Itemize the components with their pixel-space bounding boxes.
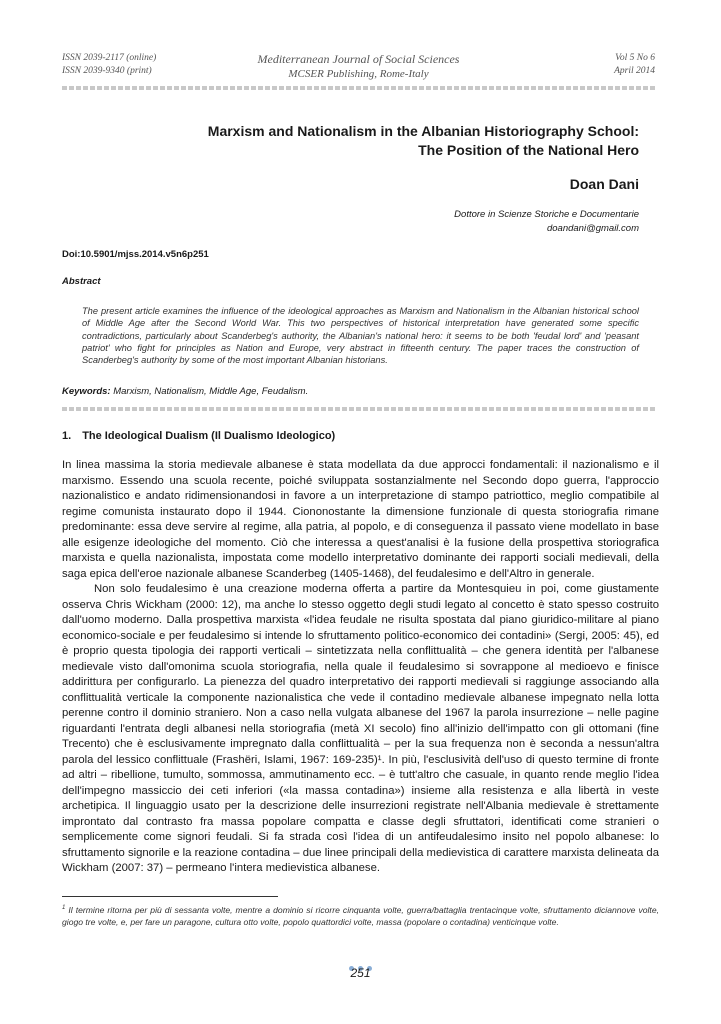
journal-block <box>62 52 655 82</box>
affiliation: Dottore in Scienze Storiche e Documentarie <box>454 209 639 220</box>
volume: Vol 5 No 6 <box>615 53 655 63</box>
abstract-heading: Abstract <box>62 276 101 287</box>
issue-date: April 2014 <box>614 66 655 76</box>
section-heading <box>62 430 335 442</box>
volume-block <box>614 52 655 78</box>
publisher: MCSER Publishing, Rome-Italy <box>288 68 429 80</box>
body-text <box>62 458 659 877</box>
footnote-mark: 1 <box>62 905 66 911</box>
footnote-separator <box>62 896 278 897</box>
keywords-label: Keywords: <box>62 386 111 397</box>
issn-online: ISSN 2039-2117 (online) <box>62 53 157 63</box>
keywords <box>62 386 308 397</box>
author-affiliation <box>454 208 639 236</box>
header-divider <box>62 86 655 90</box>
page-number: 251 <box>350 966 371 980</box>
paragraph-1: In linea massima la storia medievale albanese è stata modellata da due approcci fondamentali: il nazionalismo e il marxismo. Essendo una scuola recente, poiché sviluppata sostanzialmente nel Secondo dopo guerra, l'approccio nazionalistico e andato ridimensionandosi in favore a un interpretazione di stampo patriottico, meglio compatibile al regime comunista instaurato dopo il 1944. Ciononostante la dimensione funzionale di questa storiografia rimane predominante: essa deve servire al regime, alla patria, al popolo, e di conseguenza il passato viene modellato in base alle esigenze ideologiche del momento. Ciò che interessa a quest'analisi è la fusione della prospettiva storiografica marxista e quella nazionalista, impostata come modello interpretativo dominante dei rapporti sociali medievali, della saga epica dell'eroe nazionale albanese Scanderbeg (1405-1468), del feudalesimo e dell'Altro in generale. <box>62 459 659 580</box>
paragraph-2: Non solo feudalesimo è una creazione moderna offerta a partire da Montesquieu in poi, come giustamente osserva Chris Wickham (2000: 12), ma anche lo stesso oggetto degli studi legato al concetto è stato spesso costruito dall'uomo moderno. Dalla prospettiva marxista «l'idea feudale ne risulta spostata dal piano giuridico-militare al piano economico-sociale e per feudalesimo si intende lo sfruttamento politico-economico dei contadini» (Sergi, 2005: 45), ed è proprio questa tipologia dei rapporti verticali – sintetizzata nella conflittualità – che genera identità per l'albanese medievale visto dall'omonima scuola storiografia, nella quale il feudalesimo si sovrappone al medioevo e finisce addirittura per configurarlo. La pienezza del quadro interpretativo dei rapporti medievali si raggiunge associando alla conflittualità verticale la componente nazionalistica che vede il contadino medievale albanese impegnato nella lotta perenne contro il dominio straniero. Non a caso nella vulgata albanese del 1967 la parola insurrezione – nelle pagine riguardanti l'entrata degli albanesi nella storiografia (metà XI secolo) fino all'inizio dell'impatto con gli ottomani (fine Trecento) che è esclusivamente impregnato dalla conflittualità – per la sua frequenza non è seconda a nessun'altra parola del lessico conflittuale (Frashëri, Islami, 1967: 169-235)¹. In più, l'esclusività dell'uso di questo termine di fronte ad altri – ribellione, tumulto, sommossa, ammutinamento ecc. – è tutt'altro che casuale, in quanto rende meglio l'idea dell'impegno massiccio dei ceti inferiori («la massa contadina») insieme alla resistenza e alla libertà in veste archetipica. Il linguaggio usato per la descrizione delle insurrezioni registrate nell'Albania medievale è strettamente improntato dal contrasto fra massa popolare compatta e classe degli sfruttatori, identificati come stranieri o semplicemente come signori feudali. Si fa strada così l'idea di un antifeudalesimo insito nel popolo albanese: lo sfruttamento signorile e la reazione contadina – due linee principali della medievistica di carattere marxista delineata da Wickham (2007: 37) – permeano l'intera medievistica albanese. <box>62 583 659 874</box>
footnote <box>62 902 659 928</box>
article-title <box>62 122 639 160</box>
keywords-list: Marxism, Nationalism, Middle Age, Feudalism. <box>113 386 309 397</box>
title-line-1: Marxism and Nationalism in the Albanian Historiography School: <box>207 123 639 139</box>
author-email[interactable]: doandani@gmail.com <box>546 223 639 234</box>
section-title: The Ideological Dualism (Il Dualismo Ideologico) <box>82 430 336 442</box>
abstract-divider <box>62 407 655 411</box>
running-header <box>62 52 655 82</box>
title-line-2: The Position of the National Hero <box>418 142 639 158</box>
section-number: 1. <box>62 430 72 442</box>
abstract-text: The present article examines the influence of the ideological approaches as Marxism and Nationalism in the Albanian historical school of Middle Age after the Second World War. This two perspectives of historical interpretation have generated some specific contradictions, particularly about Scanderbeg's authority, the Albanian's national hero: it seems to be both 'feudal lord' and 'peasant patriot' who fight for principles as Nation and Europe, very abstract in fifteenth century. The paper traces the construction of Scanderbeg's authority by some of the most important Albanian historians. <box>82 306 639 366</box>
footnote-text: Il termine ritorna per più di sessanta volte, mentre a dominio si ricorre cinquanta volte, guerra/battaglia trentacinque volte, sfruttamento diciannove volte, giogo tre volte, e, per fare un paragone, cultura otto volte, popolo quattordici volte, massa (popolare o contadina) venticinque volte. <box>62 904 659 927</box>
issn-print: ISSN 2039-9340 (print) <box>62 66 152 76</box>
doi[interactable]: Doi:10.5901/mjss.2014.v5n6p251 <box>62 249 209 260</box>
journal-name: Mediterranean Journal of Social Sciences <box>257 52 460 66</box>
author-name: Doan Dani <box>569 176 639 192</box>
